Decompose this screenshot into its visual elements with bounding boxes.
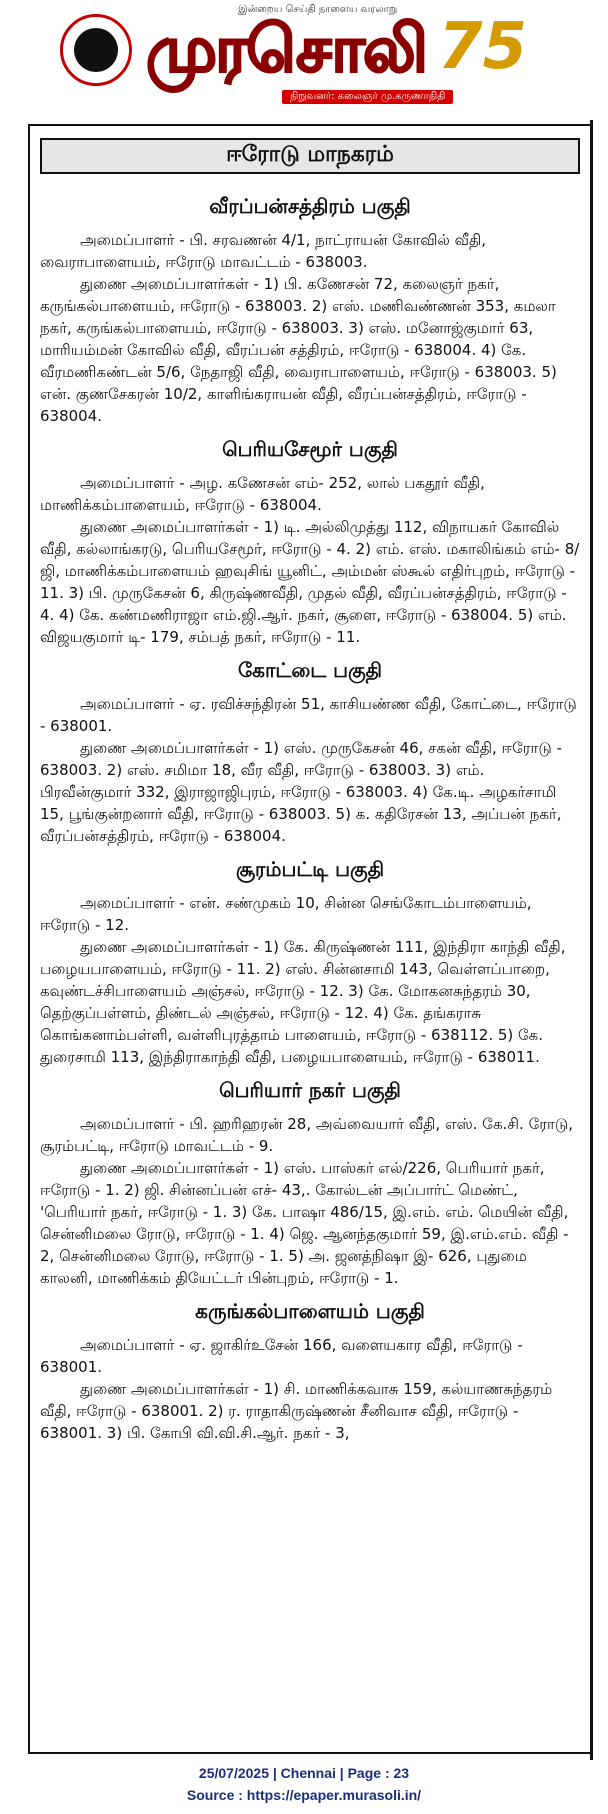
section-paragraph: அமைப்பாளர் - ஏ. ரவிச்சந்திரன் 51, காசியண்ண வீதி, கோட்டை, ஈரோடு - 638001. [40, 695, 577, 735]
section-heading: வீரப்பன்சத்திரம் பகுதி [209, 194, 411, 218]
section-heading: பெரியார் நகர் பகுதி [219, 1078, 401, 1102]
page-title: ஈரோடு மாநகரம் [226, 142, 394, 167]
section-paragraph: அமைப்பாளர் - பி. ஹரிஹரன் 28, அவ்வையார் வீதி, எஸ். கே.சி. ரோடு, சூரம்பட்டி, ஈரோடு மாவட்டம் - 9. [40, 1115, 573, 1155]
footer-source: Source : https://epaper.murasoli.in/ [186, 1787, 422, 1803]
section-paragraph: அமைப்பாளர் - என். சண்முகம் 10, சின்ன செங்கோடம்பாளையம், ஈரோடு - 12. [40, 894, 532, 934]
section-paragraph: துணை அமைப்பாளர்கள் - 1) பி. கணேசன் 72, கலைஞர் நகர், கருங்கல்பாளையம், ஈரோடு - 638003. 2) எஸ். மணிவண்ணன் 353, கமலா நகர், கருங்கல்பாளையம், ஈரோடு - 638003. 3) எஸ். மனோஜ்குமார் 63, மாரியம்மன் கோவில் வீதி, வீரப்பன் சத்திரம், ஈரோடு - 638004. 4) கே. வீரமணிகண்டன் 5/6, நேதாஜி வீதி, வைராபாளையம், ஈரோடு - 638003. 5) என். குணசேகரன் 10/2, காளிங்கராயன் வீதி, வீரப்பன்சத்திரம், ஈரோடு - 638004. [40, 275, 557, 425]
section-paragraph: அமைப்பாளர் - அழ. கணேசன் எம்- 252, லால் பகதூர் வீதி, மாணிக்கம்பாளையம், ஈரோடு - 638004. [40, 474, 485, 514]
footer-dateline: 25/07/2025 | Chennai | Page : 23 [198, 1765, 410, 1781]
page-title-box [40, 138, 580, 174]
article-content [40, 184, 580, 1444]
section [40, 658, 580, 847]
section-paragraph: அமைப்பாளர் - ஏ. ஜாகிர்உசேன் 166, வளையகார வீதி, ஈரோடு - 638001. [40, 1336, 523, 1376]
section [40, 1299, 580, 1444]
section [40, 1078, 580, 1289]
section-paragraph: துணை அமைப்பாளர்கள் - 1) சி. மாணிக்கவாசு 159, கல்யாணசுந்தரம் வீதி, ஈரோடு - 638001. 2) ர. ராதாகிருஷ்ணன் சீனிவாச வீதி, ஈரோடு - 638001. 3) பி. கோபி வி.வி.சி.ஆர். நகர் - 3, [40, 1380, 553, 1442]
section [40, 857, 580, 1068]
section [40, 437, 580, 648]
anniversary-logo: 75 [438, 10, 528, 84]
column-rule [590, 120, 593, 1760]
masthead-founder-line: நிறுவனர்: கலைஞர் மு.கருணாநிதி [282, 90, 453, 104]
footer [0, 1762, 608, 1806]
party-emblem-icon [60, 14, 132, 86]
section-heading: கருங்கல்பாளையம் பகுதி [195, 1299, 425, 1323]
section-paragraph: துணை அமைப்பாளர்கள் - 1) எஸ். பாஸ்கர் எல்/226, பெரியார் நகர், ஈரோடு - 1. 2) ஜி. சின்னப்பன் எச்- 43,. கோல்டன் அப்பார்ட் மெண்ட், 'பெரியார் நகர், ஈரோடு - 1. 3) கே. பாஷா 486/15, இ.எம். எம். மெயின் வீதி, சென்னிமலை ரோடு, ஈரோடு - 1. 4) ஜெ. ஆனந்தகுமார் 59, இ.எம்.எம். வீதி - 2, சென்னிமலை ரோடு, ஈரோடு - 1. 5) அ. ஜனத்நிஷா இ- 626, புதுமை காலனி, மாணிக்கம் தியேட்டர் பின்புறம், ஈரோடு - 1. [40, 1159, 569, 1287]
section-paragraph: துணை அமைப்பாளர்கள் - 1) எஸ். முருகேசன் 46, சகன் வீதி, ஈரோடு - 638003. 2) எஸ். சமிமா 18, வீர வீதி, ஈரோடு - 638003. 3) எம். பிரவீன்குமார் 332, இராஜாஜிபுரம், ஈரோடு - 638003. 4) கே.டி. அழகர்சாமி 15, பூங்குன்றனார் வீதி, ஈரோடு - 638003. 5) க. கதிரேசன் 13, அப்பன் நகர், வீரப்பன்சத்திரம், ஈரோடு - 638004. [40, 739, 562, 845]
newspaper-logo: முரசொலி [146, 13, 426, 87]
section-paragraph: துணை அமைப்பாளர்கள் - 1) டி. அல்லிமுத்து 112, விநாயகர் கோவில் வீதி, கல்லாங்கரடு, பெரியசேமூர், ஈரோடு - 4. 2) எம். எஸ். மகாலிங்கம் எம்- 8/ஜி, மாணிக்கம்பாளையம் ஹவுசிங் யூனிட், அம்மன் ஸ்கூல் எதிர்புறம், ஈரோடு - 11. 3) பி. முருகேசன் 6, கிருஷ்ணவீதி, முதல் வீதி, வீரப்பன்சத்திரம், ஈரோடு - 4. 4) கே. கண்மணிராஜா எம்.ஜி.ஆர். நகர், சூளை, ஈரோடு - 638004. 5) எம். விஜயகுமார் டி- 179, சம்பத் நகர், ஈரோடு - 11. [40, 518, 580, 646]
section-heading: கோட்டை பகுதி [237, 658, 383, 682]
masthead [0, 0, 608, 108]
section-paragraph: துணை அமைப்பாளர்கள் - 1) கே. கிருஷ்ணன் 111, இந்திரா காந்தி வீதி, பழையபாளையம், ஈரோடு - 11. 2) எஸ். சின்னசாமி 143, வெள்ளப்பாறை, கவுண்டச்சிபாளையம் அஞ்சல், ஈரோடு - 12. 3) கே. மோகனசுந்தரம் 30, தெற்குப்பள்ளம், திண்டல் அஞ்சல், ஈரோடு - 12. 4) கே. தங்கராசு கொங்கனாம்பள்ளி, வள்ளிபுரத்தாம் பாளையம், ஈரோடு - 638112. 5) கே. துரைசாமி 113, இந்திராகாந்தி வீதி, பழையபாளையம், ஈரோடு - 638011. [40, 938, 566, 1066]
section-heading: பெரியசேமூர் பகுதி [222, 437, 398, 461]
section-paragraph: அமைப்பாளர் - பி. சரவணன் 4/1, நாட்ராயன் கோவில் வீதி, வைராபாளையம், ஈரோடு மாவட்டம் - 638003. [40, 231, 487, 271]
section-heading: சூரம்பட்டி பகுதி [235, 857, 385, 881]
section [40, 194, 580, 427]
masthead-tagline: இன்றைய செய்தி நாளைய வரலாறு [238, 4, 398, 15]
